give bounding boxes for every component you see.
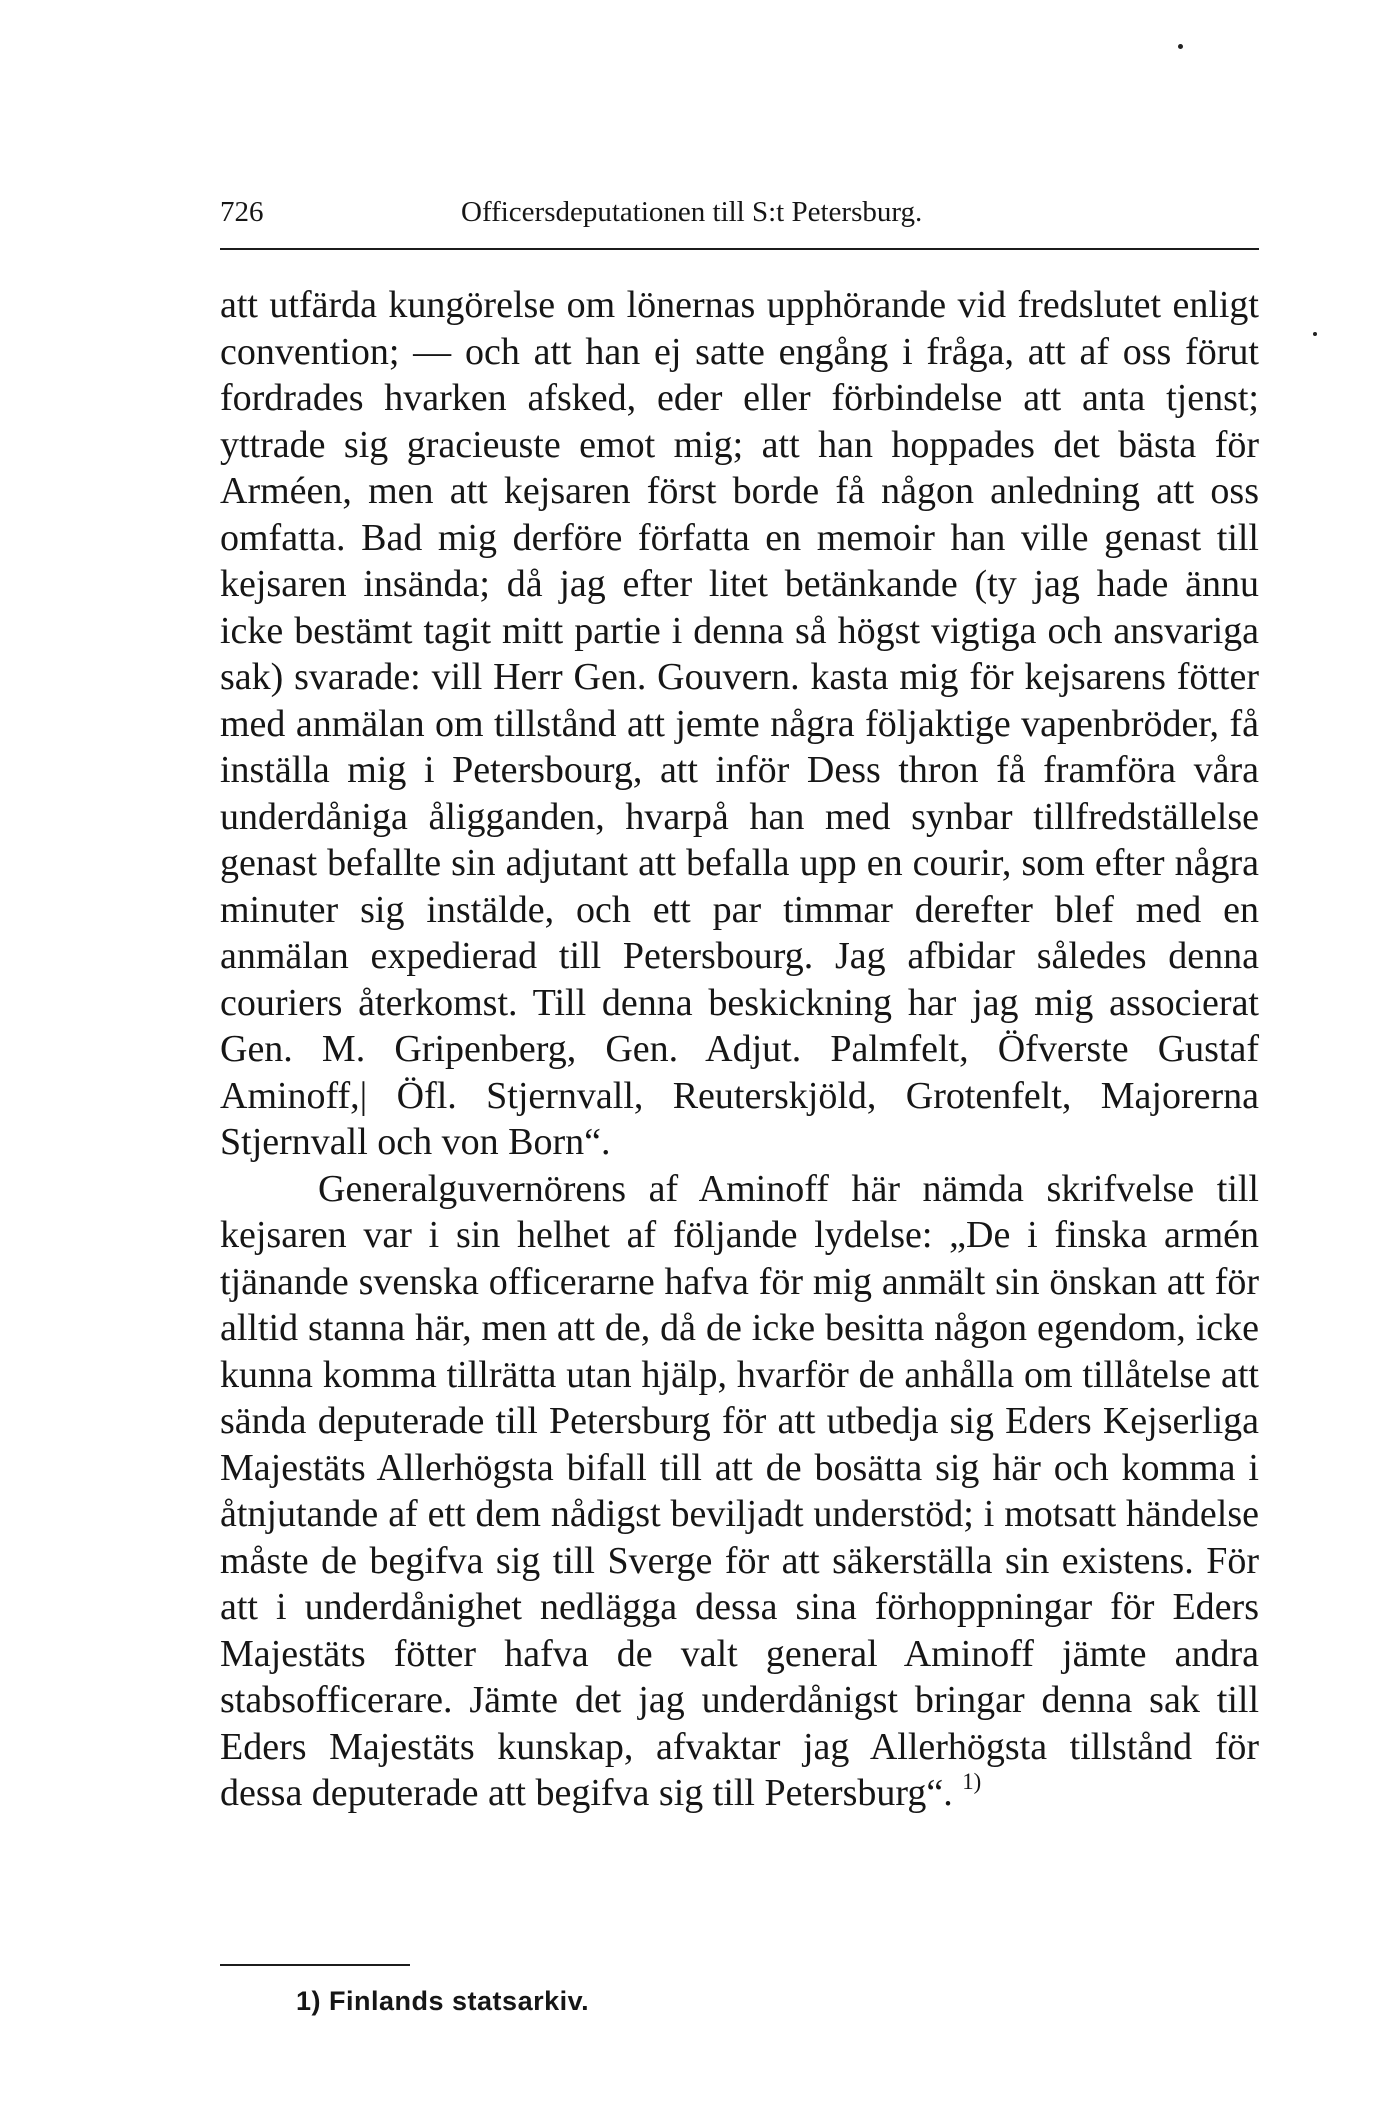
page-header xyxy=(220,196,1259,246)
print-speck xyxy=(1313,332,1317,336)
footnote-reference: 1) xyxy=(962,1769,982,1795)
footnote xyxy=(296,1986,589,2017)
print-speck xyxy=(1178,44,1183,49)
footnote-marker: 1) xyxy=(296,1986,322,2016)
running-title: Officersdeputationen till S:t Petersburg. xyxy=(461,196,923,228)
footnote-text: Finlands statsarkiv. xyxy=(329,1986,590,2016)
paragraph xyxy=(220,1166,1259,1817)
page-number: 726 xyxy=(220,196,264,228)
body-text xyxy=(220,282,1259,1817)
paragraph-text: Generalguvernörens af Aminoff här nämda skrifvelse till kejsaren var i sin helhet af följande lydelse: „De i finska armén tjänande svenska officerarne hafva för mig anmält sin önskan att för alltid stanna här, men att de, då de icke besitta någon egendom, icke kunna komma tillrätta utan hjälp, hvarför de anhålla om tillåtelse att sända deputerade till Petersburg för att utbedja sig Eders Kejserliga Majestäts Allerhögsta bifall till att de bosätta sig här och komma i åtnjutande af ett dem nådigst beviljadt understöd; i motsatt händelse måste de begifva sig till Sverge för att säkerställa sin existens. För att i underdånighet nedlägga dessa sina förhoppningar för Eders Majestäts fötter hafva de valt general Aminoff jämte andra stabsofficerare. Jämte det jag underdånigst bringar denna sak till Eders Majestäts kunskap, afvaktar jag Allerhögsta tillstånd för dessa deputerade att begifva sig till Petersburg“. xyxy=(220,1167,1259,1814)
footnote-rule xyxy=(220,1964,410,1966)
header-rule xyxy=(220,248,1259,250)
paragraph: att utfärda kungörelse om lönernas upphörande vid fredslutet enligt convention; — och att han ej satte engång i fråga, att af oss förut fordrades hvarken afsked, eder eller förbindelse att anta tjenst; yttrade sig gracieuste emot mig; att han hoppades det bästa för Arméen, men att kejsaren först borde få någon anledning att oss omfatta. Bad mig derföre författa en memoir han ville genast till kejsaren insända; då jag efter litet betänkande (ty jag hade ännu icke bestämt tagit mitt partie i denna så högst vigtiga och ansvariga sak) svarade: vill Herr Gen. Gouvern. kasta mig för kejsarens fötter med anmälan om tillstånd att jemte några följaktige vapenbröder, få inställa mig i Petersbourg, att inför Dess thron få framföra våra underdåniga åligganden, hvarpå han med synbar tillfredställelse genast befallte sin adjutant att befalla upp en courir, som efter några minuter sig instälde, och ett par timmar derefter blef med en anmälan expedierad till Petersbourg. Jag afbidar således denna couriers återkomst. Till denna beskickning har jag mig associerat Gen. M. Gripenberg, Gen. Adjut. Palmfelt, Öfverste Gustaf Aminoff,| Öfl. Stjernvall, Reuterskjöld, Grotenfelt, Majorerna Stjernvall och von Born“. xyxy=(220,284,1259,1163)
